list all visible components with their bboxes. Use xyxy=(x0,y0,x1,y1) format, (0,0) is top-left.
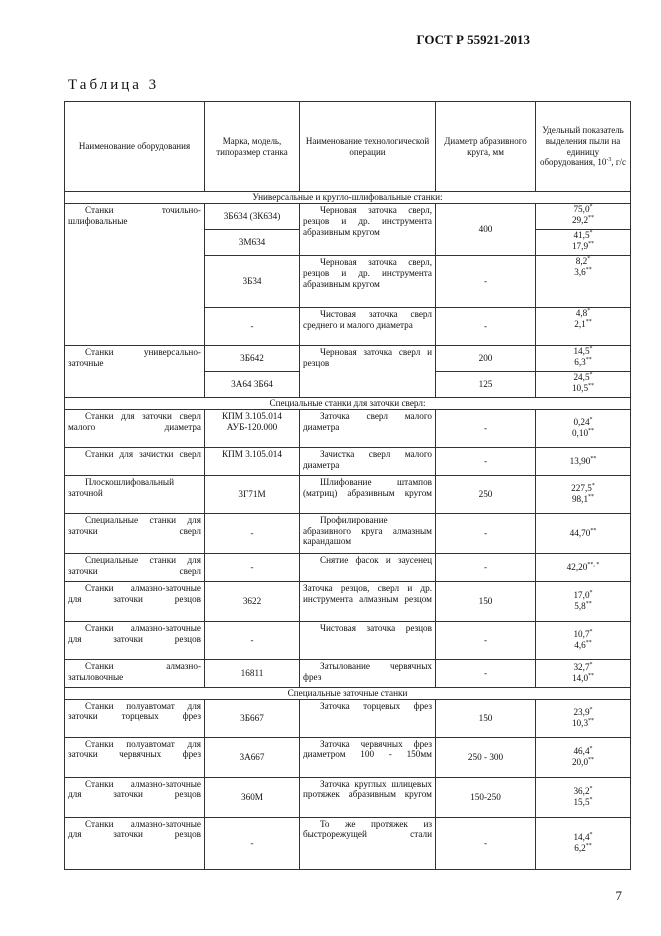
operation: Затылование червячных фрез xyxy=(300,659,436,687)
operation: Заточка червячных фрез диаметром 100 - 150мм xyxy=(300,737,436,777)
emission-value: 36,2* 15,5* xyxy=(536,777,631,817)
section-title: Специальные станки для заточки сверл: xyxy=(65,397,631,409)
wheel-diameter: - xyxy=(436,553,536,581)
machine-model: 16811 xyxy=(205,659,300,687)
emission-value: 13,90** xyxy=(536,447,631,475)
equipment-name: Станки полуавтомат для заточки червячных фрез xyxy=(65,737,205,777)
section-row xyxy=(65,397,631,409)
operation: Шлифование штампов (матриц) абразивным кругом xyxy=(300,475,436,513)
machine-model: - xyxy=(205,513,300,553)
operation: То же протяжек из быстрорежущей стали xyxy=(300,817,436,869)
emission-value: 17,0* 5,8** xyxy=(536,581,631,621)
table-header-row xyxy=(65,102,631,192)
emission-value: 227,5* 98,1** xyxy=(536,475,631,513)
machine-model: 3Б667 xyxy=(205,699,300,737)
operation: Черновая заточка сверл, резцов и др. инструмента абразивным кругом xyxy=(300,255,436,307)
operation: Заточка круглых шлицевых протяжек абразивным кругом xyxy=(300,777,436,817)
emission-value: 4,8* 2,1** xyxy=(536,307,631,345)
table-title: Таблица 3 xyxy=(68,77,160,93)
wheel-diameter: 250 xyxy=(436,475,536,513)
table-row xyxy=(65,345,631,371)
column-header: Марка, модель, типоразмер станка xyxy=(205,102,300,192)
emission-value: 23,9* 10,3** xyxy=(536,699,631,737)
wheel-diameter: - xyxy=(436,255,536,307)
operation: Зачистка сверл малого диаметра xyxy=(300,447,436,475)
machine-model: - xyxy=(205,817,300,869)
emission-value: 24,5* 10,5** xyxy=(536,371,631,397)
emission-value: 42,20**, * xyxy=(536,553,631,581)
equipment-name: Станки точильно-шлифовальные xyxy=(65,203,205,345)
column-header: Диаметр абразивного круга, мм xyxy=(436,102,536,192)
equipment-name: Специальные станки для заточки сверл xyxy=(65,513,205,553)
machine-model: 3Б634 (3К634) xyxy=(205,203,300,229)
machine-model: 3622 xyxy=(205,581,300,621)
table-row xyxy=(65,203,631,229)
table-row xyxy=(65,409,631,447)
wheel-diameter: - xyxy=(436,817,536,869)
machine-model: 3Б642 xyxy=(205,345,300,371)
table-row xyxy=(65,513,631,553)
page-number: 7 xyxy=(615,888,622,903)
document-code: ГОСТ Р 55921-2013 xyxy=(416,32,530,47)
emission-value: 32,7* 14,0** xyxy=(536,659,631,687)
wheel-diameter: - xyxy=(436,307,536,345)
equipment-name: Станки для заточки сверл малого диаметра xyxy=(65,409,205,447)
wheel-diameter: - xyxy=(436,409,536,447)
equipment-name: Станки алмазно-заточные для заточки резцов xyxy=(65,777,205,817)
wheel-diameter: - xyxy=(436,621,536,659)
table-row xyxy=(65,737,631,777)
machine-model: КПМ 3.105.014 xyxy=(205,447,300,475)
table-row xyxy=(65,447,631,475)
operation: Заточка резцов, сверл и др. инструмента алмазным резцом xyxy=(300,581,436,621)
table-row xyxy=(65,699,631,737)
emission-value: 10,7* 4,6** xyxy=(536,621,631,659)
machine-model: - xyxy=(205,621,300,659)
equipment-name: Станки для зачистки сверл xyxy=(65,447,205,475)
table-row xyxy=(65,581,631,621)
machine-model: 3Г71М xyxy=(205,475,300,513)
table-row xyxy=(65,777,631,817)
machine-model: 3А667 xyxy=(205,737,300,777)
emission-value: 14,4* 6,2** xyxy=(536,817,631,869)
emission-value: 0,24* 0,10** xyxy=(536,409,631,447)
dust-emission-table xyxy=(64,101,631,870)
table-row xyxy=(65,475,631,513)
emission-value: 41,5* 17,9** xyxy=(536,229,631,255)
wheel-diameter: 400 xyxy=(436,203,536,255)
section-row xyxy=(65,192,631,204)
section-row xyxy=(65,687,631,699)
table-row xyxy=(65,659,631,687)
operation: Заточка торцевых фрез xyxy=(300,699,436,737)
equipment-name: Станки алмазно-заточные для заточки резцов xyxy=(65,621,205,659)
operation: Снятие фасок и заусенец xyxy=(300,553,436,581)
equipment-name: Станки универсально-заточные xyxy=(65,345,205,397)
operation: Черновая заточка сверл, резцов и др. инструмента абразивным кругом xyxy=(300,203,436,255)
operation: Заточка сверл малого диаметра xyxy=(300,409,436,447)
wheel-diameter: 200 xyxy=(436,345,536,371)
machine-model: 3М634 xyxy=(205,229,300,255)
wheel-diameter: - xyxy=(436,513,536,553)
machine-model: - xyxy=(205,307,300,345)
emission-value: 14,5* 6,3** xyxy=(536,345,631,371)
equipment-name: Специальные станки для заточки сверл xyxy=(65,553,205,581)
emission-value: 8,2* 3,6** xyxy=(536,255,631,307)
section-title: Универсальные и кругло-шлифовальные станки: xyxy=(65,192,631,204)
table-row xyxy=(65,621,631,659)
machine-model: - xyxy=(205,553,300,581)
emission-value: 44,70** xyxy=(536,513,631,553)
equipment-name: Станки алмазно-заточные для заточки резцов xyxy=(65,817,205,869)
emission-value: 75,0* 29,2** xyxy=(536,203,631,229)
table-row xyxy=(65,553,631,581)
machine-model: 3Б34 xyxy=(205,255,300,307)
wheel-diameter: 150 xyxy=(436,699,536,737)
equipment-name: Станки алмазно-заточные для заточки резцов xyxy=(65,581,205,621)
equipment-name: Станки алмазно-затыловочные xyxy=(65,659,205,687)
operation: Чистовая заточка резцов xyxy=(300,621,436,659)
wheel-diameter: 125 xyxy=(436,371,536,397)
column-header: Наименование оборудования xyxy=(65,102,205,192)
emission-value: 46,4* 20,0** xyxy=(536,737,631,777)
operation: Чистовая заточка сверл среднего и малого диаметра xyxy=(300,307,436,345)
wheel-diameter: - xyxy=(436,447,536,475)
operation: Профилирование абразивного круга алмазным карандашом xyxy=(300,513,436,553)
column-header: Наименование технологической операции xyxy=(300,102,436,192)
wheel-diameter: 250 - 300 xyxy=(436,737,536,777)
table-row xyxy=(65,817,631,869)
equipment-name: Станки полуавтомат для заточки торцевых фрез xyxy=(65,699,205,737)
machine-model: 3А64 3Б64 xyxy=(205,371,300,397)
wheel-diameter: 150-250 xyxy=(436,777,536,817)
section-title: Специальные заточные станки xyxy=(65,687,631,699)
operation: Черновая заточка сверл и резцов xyxy=(300,345,436,397)
machine-model: 360М xyxy=(205,777,300,817)
machine-model: КПМ 3.105.014 АУБ-120.000 xyxy=(205,409,300,447)
equipment-name: Плоскошлифовальный заточной xyxy=(65,475,205,513)
wheel-diameter: 150 xyxy=(436,581,536,621)
wheel-diameter: - xyxy=(436,659,536,687)
column-header: Удельный показатель выделения пыли на единицу оборудования, $10^{-3}$, г/с xyxy=(536,102,631,192)
